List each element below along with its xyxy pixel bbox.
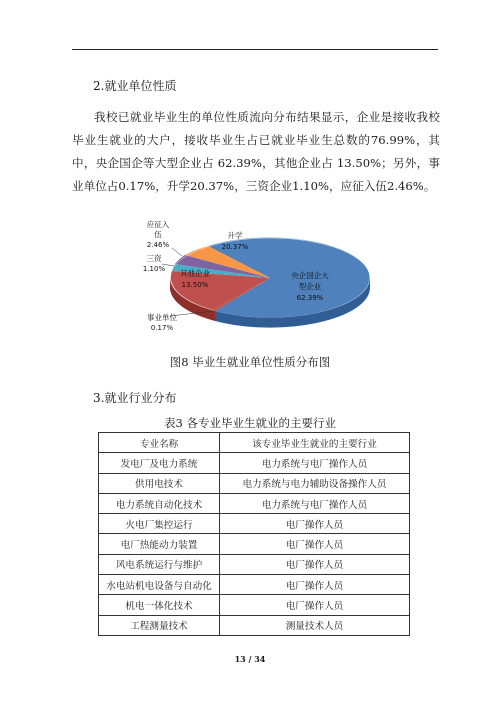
section-3-heading: 3.就业行业分布 xyxy=(93,391,177,405)
table-row xyxy=(99,514,410,534)
industry-table xyxy=(98,432,410,636)
section-2-paragraph: 我校已就业毕业生的单位性质流向分布结果显示，企业是接收我校毕业生就业的大户，接收毕业生占已就业毕业生总数的76.99%，其中，央企国企等大型企业占 62.39%，其他企业占 13.50%；另外，事业单位占0.17%，升学20.37%，三资企业1.10%，应征入伍2.46%。 xyxy=(72,110,440,193)
cell-industry: 电厂操作人员 xyxy=(220,514,410,534)
table-row xyxy=(99,554,410,574)
label-enlistment: 应征入 xyxy=(146,220,170,229)
figure-caption: 图8 毕业生就业单位性质分布图 xyxy=(169,355,331,369)
cell-major: 电力系统自动化技术 xyxy=(99,493,220,513)
label-public-institution: 事业单位 xyxy=(147,313,177,322)
cell-industry: 电厂操作人员 xyxy=(220,554,410,574)
section-2-heading: 2.就业单位性质 xyxy=(93,79,177,93)
value-enlistment: 2.46% xyxy=(146,241,170,249)
value-central-soe: 62.39% xyxy=(296,294,324,302)
label-other-enterprise: 其他企业 xyxy=(180,269,210,278)
cell-industry: 电厂操作人员 xyxy=(220,575,410,595)
label-foreign-invested: 三资 xyxy=(146,254,162,263)
label-central-soe: 央企国企大 xyxy=(291,271,329,280)
cell-industry: 测量技术人员 xyxy=(220,615,410,635)
header-industry: 该专业毕业生就业的主要行业 xyxy=(220,433,410,453)
table-row xyxy=(99,473,410,493)
header-major: 专业名称 xyxy=(99,433,220,453)
page-number: 13 / 34 xyxy=(234,654,266,664)
cell-industry: 电厂操作人员 xyxy=(220,595,410,615)
cell-major: 机电一体化技术 xyxy=(99,595,220,615)
cell-major: 工程测量技术 xyxy=(99,615,220,635)
cell-major: 风电系统运行与维护 xyxy=(99,554,220,574)
header-rule xyxy=(72,49,438,50)
table-row xyxy=(99,575,410,595)
cell-major: 发电厂及电力系统 xyxy=(99,453,220,473)
table-caption: 表3 各专业毕业生就业的主要行业 xyxy=(164,416,336,430)
value-further-study: 20.37% xyxy=(221,243,249,251)
label-enlistment-2: 伍 xyxy=(154,230,162,239)
pie-chart xyxy=(140,216,380,346)
cell-major: 水电站机电设备与自动化 xyxy=(99,575,220,595)
cell-major: 供用电技术 xyxy=(99,473,220,493)
table-row xyxy=(99,534,410,554)
table-header-row xyxy=(99,433,410,453)
cell-industry: 电力系统与电厂操作人员 xyxy=(220,453,410,473)
value-public-institution: 0.17% xyxy=(150,324,174,332)
value-other-enterprise: 13.50% xyxy=(181,281,209,289)
label-further-study: 升学 xyxy=(227,231,243,240)
table-row xyxy=(99,595,410,615)
cell-industry: 电厂操作人员 xyxy=(220,534,410,554)
cell-industry: 电力系统与电厂操作人员 xyxy=(220,493,410,513)
table-row xyxy=(99,493,410,513)
table-row xyxy=(99,453,410,473)
cell-major: 电厂热能动力装置 xyxy=(99,534,220,554)
label-central-soe-2: 型企业 xyxy=(298,282,322,291)
cell-industry: 电力系统与电力辅助设备操作人员 xyxy=(220,473,410,493)
table-row xyxy=(99,615,410,635)
cell-major: 火电厂集控运行 xyxy=(99,514,220,534)
value-foreign-invested: 1.10% xyxy=(142,265,166,273)
